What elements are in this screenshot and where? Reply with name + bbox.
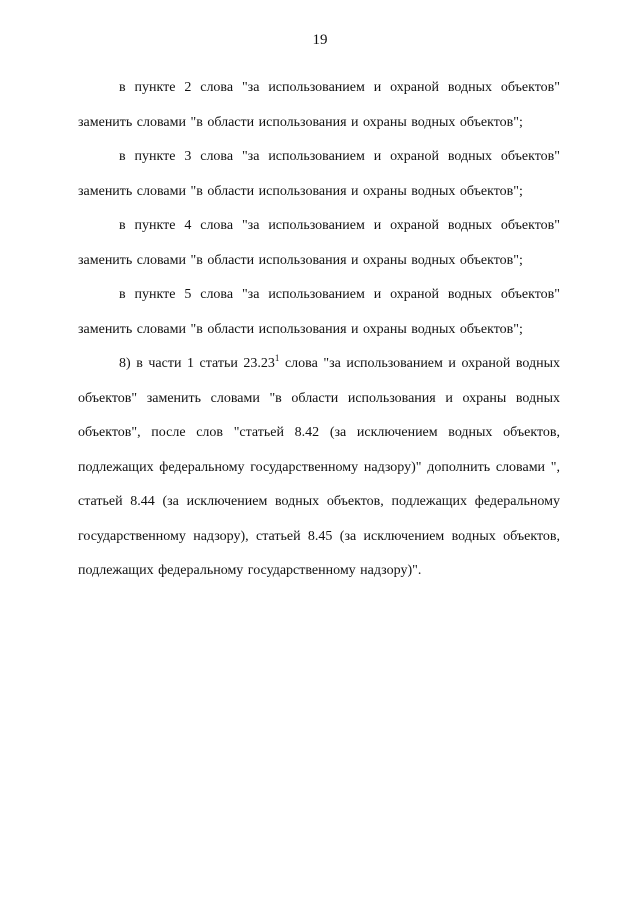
item-8-lead: 8) в части 1 статьи 23.23 <box>119 356 275 371</box>
article-superscript: 1 <box>274 353 280 363</box>
paragraph-point-4: в пункте 4 слова "за использованием и охраной водных объектов" заменить словами "в области использования и охраны водных объектов"; <box>78 218 560 268</box>
page-number: 19 <box>312 32 328 48</box>
paragraph-item-8 <box>78 347 560 589</box>
paragraph-point-3: в пункте 3 слова "за использованием и охраной водных объектов" заменить словами "в области использования и охраны водных объектов"; <box>78 149 560 199</box>
paragraph-point-5: в пункте 5 слова "за использованием и охраной водных объектов" заменить словами "в области использования и охраны водных объектов"; <box>78 287 560 337</box>
document-body <box>78 71 560 589</box>
item-8-body: слова "за использованием и охраной водных объектов" заменить словами "в области использования и охраны водных объектов", после слов "статьей 8.42 (за исключением водных объектов, подлежащих федеральному государственному надзору)" дополнить словами ", статьей 8.44 (за исключением водных объектов, подлежащих федеральному государственному надзору), статьей 8.45 (за исключением водных объектов, подлежащих федеральному государственному надзору)". <box>78 356 560 578</box>
paragraph-point-2: в пункте 2 слова "за использованием и охраной водных объектов" заменить словами "в области использования и охраны водных объектов"; <box>78 80 560 130</box>
